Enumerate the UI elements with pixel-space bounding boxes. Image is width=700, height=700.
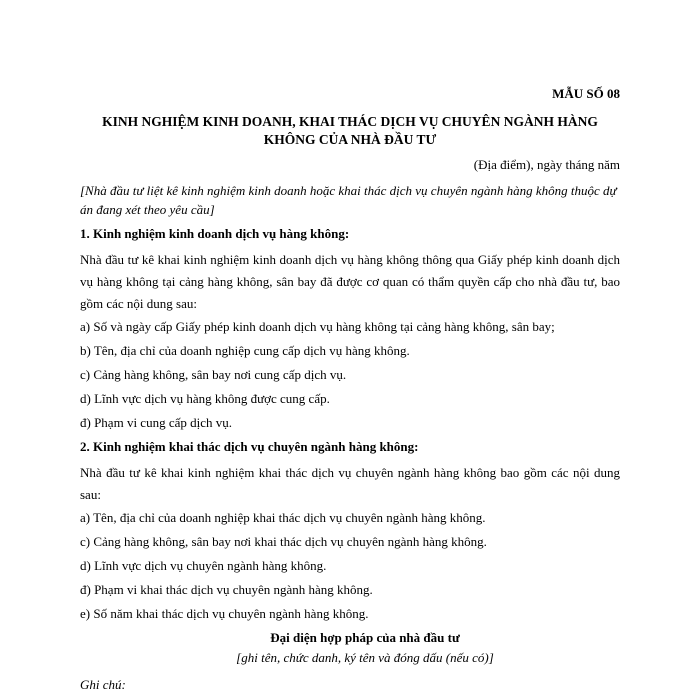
form-code: MẪU SỐ 08	[552, 86, 620, 101]
section-2-heading: 2. Kinh nghiệm khai thác dịch vụ chuyên ngành hàng không:	[80, 439, 419, 454]
representative-title: Đại diện hợp pháp của nhà đầu tư	[270, 630, 460, 645]
list-item: c) Cảng hàng không, sân bay nơi khai thác dịch vụ chuyên ngành hàng không.	[80, 534, 487, 549]
list-item: d) Lĩnh vực dịch vụ hàng không được cung cấp.	[80, 391, 330, 406]
list-item: đ) Phạm vi khai thác dịch vụ chuyên ngành hàng không.	[80, 582, 373, 597]
list-item: d) Lĩnh vực dịch vụ chuyên ngành hàng không.	[80, 558, 327, 573]
section-1-intro: Nhà đầu tư kê khai kinh nghiệm kinh doanh dịch vụ hàng không thông qua Giấy phép kinh doanh dịch vụ hàng không tại cảng hàng không, sân bay đã được cơ quan có thẩm quyền cấp cho nhà đầu tư, bao gồm các nội dung sau:	[80, 252, 620, 311]
list-item: a) Số và ngày cấp Giấy phép kinh doanh dịch vụ hàng không tại cảng hàng không, sân bay;	[80, 319, 555, 334]
representative-note: [ghi tên, chức danh, ký tên và đóng dấu (nếu có)]	[236, 650, 494, 665]
title-line-1: KINH NGHIỆM KINH DOANH, KHAI THÁC DỊCH VỤ CHUYÊN NGÀNH HÀNG	[102, 114, 598, 129]
note-label: Ghi chú:	[80, 677, 126, 692]
list-item: b) Tên, địa chỉ của doanh nghiệp cung cấp dịch vụ hàng không.	[80, 343, 410, 358]
title-line-2: KHÔNG CỦA NHÀ ĐẦU TƯ	[263, 132, 437, 147]
list-item: e) Số năm khai thác dịch vụ chuyên ngành hàng không.	[80, 606, 369, 621]
document-title	[80, 113, 620, 149]
document-page	[80, 86, 620, 693]
section-1-heading: 1. Kinh nghiệm kinh doanh dịch vụ hàng không:	[80, 226, 350, 241]
section-2-intro: Nhà đầu tư kê khai kinh nghiệm khai thác dịch vụ chuyên ngành hàng không bao gồm các nội dung sau:	[80, 465, 620, 502]
list-item: a) Tên, địa chỉ của doanh nghiệp khai thác dịch vụ chuyên ngành hàng không.	[80, 510, 486, 525]
list-item: đ) Phạm vi cung cấp dịch vụ.	[80, 415, 232, 430]
place-date: (Địa điểm), ngày tháng năm	[473, 157, 620, 172]
list-item: c) Cảng hàng không, sân bay nơi cung cấp dịch vụ.	[80, 367, 347, 382]
instruction-note: [Nhà đầu tư liệt kê kinh nghiệm kinh doanh hoặc khai thác dịch vụ chuyên ngành hàng không thuộc dự án đang xét theo yêu cầu]	[80, 183, 617, 217]
